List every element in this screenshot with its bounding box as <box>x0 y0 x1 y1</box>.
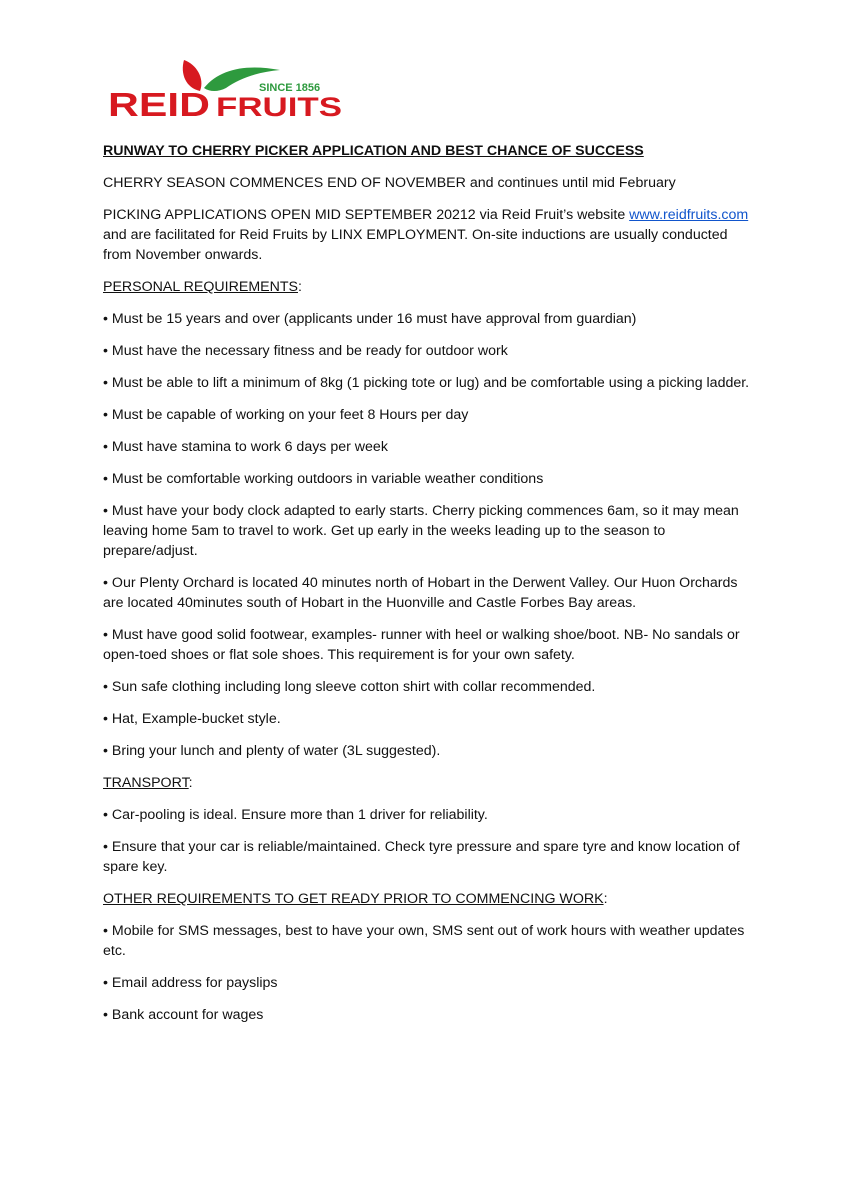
transport-heading-text: TRANSPORT <box>103 775 189 791</box>
list-item: • Our Plenty Orchard is located 40 minutes north of Hobart in the Derwent Valley. Our Huon Orchards are located 40minutes south of Hobart in the Huonville and Castle Forbes Bay areas. <box>103 573 753 613</box>
transport-heading: TRANSPORT: <box>103 775 193 791</box>
logo-word-reid: REID <box>108 86 210 120</box>
list-item: • Must have your body clock adapted to early starts. Cherry picking commences 6am, so it may mean leaving home 5am to travel to work. Get up early in the weeks leading up to the season to prepare/adjust. <box>103 501 753 561</box>
list-item: • Ensure that your car is reliable/maintained. Check tyre pressure and spare tyre and know location of spare key. <box>103 837 753 877</box>
document-title: RUNWAY TO CHERRY PICKER APPLICATION AND BEST CHANCE OF SUCCESS <box>103 143 644 159</box>
applications-paragraph <box>103 205 753 265</box>
list-item: • Must be capable of working on your feet 8 Hours per day <box>103 405 753 425</box>
reid-fruits-logo <box>108 58 344 120</box>
list-item: • Bank account for wages <box>103 1005 753 1025</box>
list-item: • Car-pooling is ideal. Ensure more than 1 driver for reliability. <box>103 805 753 825</box>
season-rest: and continues until mid February <box>465 175 676 191</box>
list-item: • Mobile for SMS messages, best to have your own, SMS sent out of work hours with weather updates etc. <box>103 921 753 961</box>
logo-tagline: SINCE 1856 <box>259 82 321 94</box>
document-body <box>103 141 753 1037</box>
list-item: • Must be 15 years and over (applicants under 16 must have approval from guardian) <box>103 309 753 329</box>
personal-heading-text: PERSONAL REQUIREMENTS <box>103 279 298 295</box>
season-paragraph <box>103 173 753 193</box>
applications-text-post: and are facilitated for Reid Fruits by LINX EMPLOYMENT. On-site inductions are usually conducted from November onwards. <box>103 227 728 263</box>
season-bold: CHERRY SEASON COMMENCES END OF NOVEMBER <box>103 175 466 191</box>
list-item: • Bring your lunch and plenty of water (3L suggested). <box>103 741 753 761</box>
list-item: • Hat, Example-bucket style. <box>103 709 753 729</box>
personal-requirements-heading: PERSONAL REQUIREMENTS: <box>103 279 302 295</box>
list-item: • Must have stamina to work 6 days per week <box>103 437 753 457</box>
list-item: • Must have the necessary fitness and be ready for outdoor work <box>103 341 753 361</box>
other-heading-text: OTHER REQUIREMENTS TO GET READY PRIOR TO COMMENCING WORK <box>103 891 604 907</box>
list-item: • Email address for payslips <box>103 973 753 993</box>
list-item: • Sun safe clothing including long sleeve cotton shirt with collar recommended. <box>103 677 753 697</box>
other-requirements-heading: OTHER REQUIREMENTS TO GET READY PRIOR TO COMMENCING WORK: <box>103 891 608 907</box>
logo-word-fruits: FRUITS <box>216 92 342 120</box>
list-item: • Must have good solid footwear, examples- runner with heel or walking shoe/boot. NB- No sandals or open-toed shoes or flat sole shoes. This requirement is for your own safety. <box>103 625 753 665</box>
list-item: • Must be able to lift a minimum of 8kg (1 picking tote or lug) and be comfortable using a picking ladder. <box>103 373 753 393</box>
website-link[interactable]: www.reidfruits.com <box>629 207 749 223</box>
applications-text-pre: PICKING APPLICATIONS OPEN MID SEPTEMBER 20212 via Reid Fruit’s website <box>103 207 630 223</box>
list-item: • Must be comfortable working outdoors in variable weather conditions <box>103 469 753 489</box>
